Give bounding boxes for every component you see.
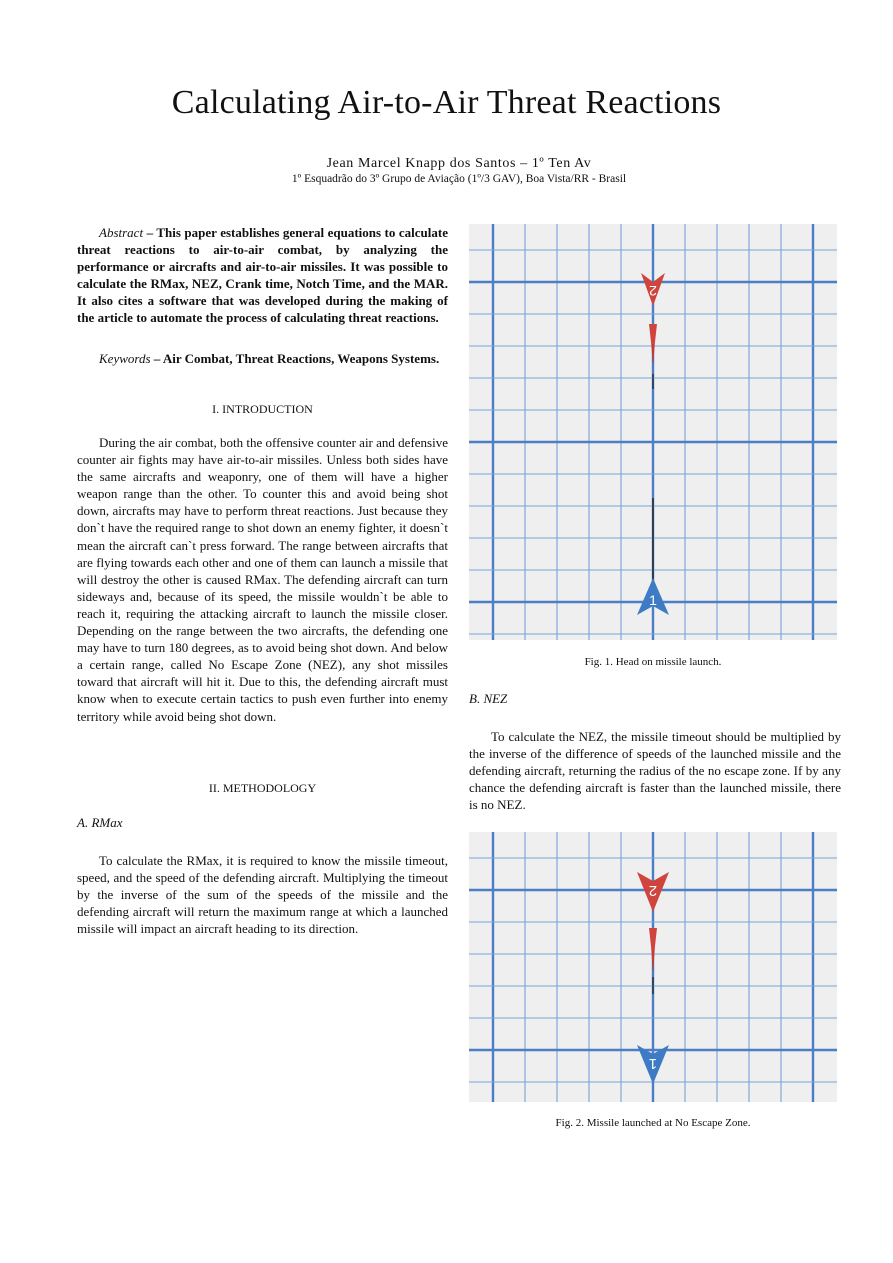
subsection-heading-rmax: A. RMax	[77, 815, 123, 830]
figure-2-diagram	[469, 832, 837, 1102]
nez-paragraph: To calculate the NEZ, the missile timeout should be multiplied by the inverse of the difference of speeds of the launched missile and the defending aircraft, returning the radius of the no escape zone. If by any chance the defending aircraft is faster than the launched missile, there is no NEZ.	[469, 729, 841, 813]
figure-1-diagram	[469, 224, 837, 640]
figure-1	[469, 224, 837, 640]
paper-title: Calculating Air-to-Air Threat Reactions	[171, 84, 722, 121]
rmax-body	[77, 852, 448, 937]
section-heading-introduction: I. INTRODUCTION	[212, 402, 313, 416]
figure-1-caption: Fig. 1. Head on missile launch.	[584, 656, 722, 668]
keywords-label: Keywords	[99, 351, 151, 366]
keywords-text: Air Combat, Threat Reactions, Weapons Systems.	[162, 351, 440, 366]
keywords-dash: –	[150, 351, 163, 366]
blue-aircraft-label: 1	[648, 1055, 658, 1072]
abstract	[77, 224, 448, 327]
figure-2-caption: Fig. 2. Missile launched at No Escape Zone.	[555, 1117, 751, 1129]
figure-2	[469, 832, 837, 1102]
section-heading-methodology: II. METHODOLOGY	[208, 781, 317, 795]
abstract-label: Abstract	[99, 225, 144, 240]
affiliation-line: 1º Esquadrão do 3º Grupo de Aviação (1º/3 GAV), Boa Vista/RR - Brasil	[291, 173, 627, 185]
keywords	[77, 350, 448, 367]
nez-body	[469, 728, 841, 813]
introduction-paragraph: During the air combat, both the offensive counter air and defensive counter air fights may have air-to-air missiles. Unless both sides have the same aircrafts and weaponry, one of them will have a higher weapon range than the other. To counter this and avoid being shot down, aircrafts may have to perform threat reactions. Just because they don`t have the required range to shot down an enemy fighter, it doesn`t mean the aircraft can`t press forward. The range between aircrafts that are flying towards each other and one of them can launch a missile that will destroy the other is caused RMax. The defending aircraft can turn sideways and, because of its speed, the missile wouldn`t be able to reach it, requiring the attacking aircraft to launch the missile closer. Depending on the range between the two aircrafts, the defending one may have to turn 180 degrees, as to avoid being shot down. And below a certain range, called No Escape Zone (NEZ), any shot missiles toward that aircraft will hit it. Due to this, the defending aircraft must know when to execute certain tactics to push even further into enemy territory while avoid being shot down.	[77, 435, 448, 724]
introduction-body	[77, 434, 448, 725]
rmax-paragraph: To calculate the RMax, it is required to know the missile timeout, speed, and the speed of the defending aircraft. Multiplying the timeout by the inverse of the sum of the speeds of the missile and the defending aircraft will return the maximum range at which a launched missile will impact an aircraft heading to its direction.	[77, 853, 448, 937]
missile-icon	[649, 324, 657, 366]
subsection-heading-nez: B. NEZ	[469, 691, 508, 706]
author-line: Jean Marcel Knapp dos Santos – 1º Ten Av	[326, 156, 592, 171]
abstract-text: This paper establishes general equations to calculate threat reactions to air-to-air combat, by analyzing the performance or aircrafts and air-to-air missiles. It was possible to calculate the RMax, NEZ, Crank time, Notch Time, and the MAR. It also cites a software that was developed during the making of the article to automate the process of calculating threat reactions.	[77, 225, 448, 326]
red-aircraft-label: 2	[648, 882, 658, 899]
red-aircraft-label: 2	[649, 283, 657, 299]
abstract-dash: –	[143, 225, 157, 240]
blue-aircraft-label: 1	[649, 592, 657, 608]
missile-icon	[649, 928, 657, 974]
